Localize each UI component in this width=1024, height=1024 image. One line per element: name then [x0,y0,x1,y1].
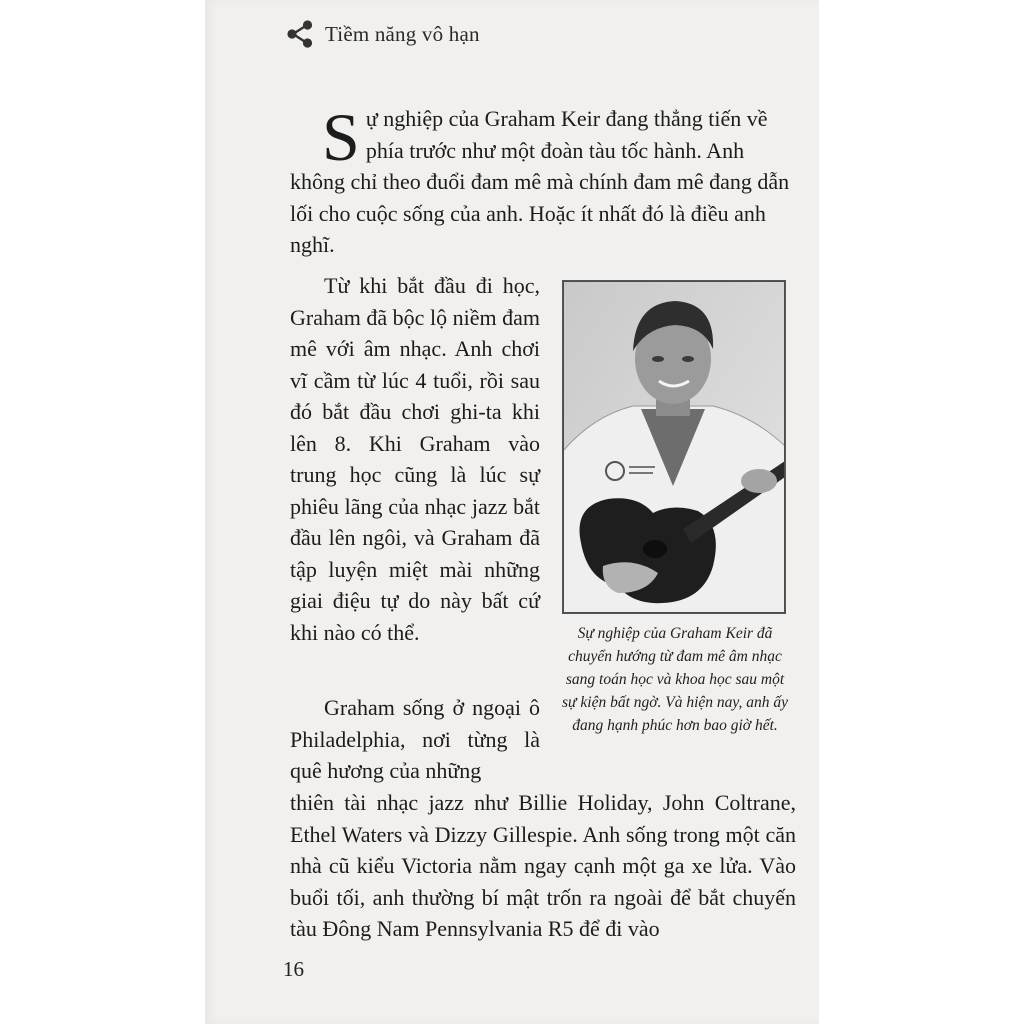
share-icon [285,19,315,49]
page-number: 16 [283,957,304,981]
guitarist-photo [562,280,786,614]
drop-cap: S [322,99,360,175]
running-title: Tiềm năng vô hạn [325,21,480,46]
paragraph-3: Graham sống ở ngoại ô Philadelphia, nơi từng là quê hương của những [290,695,540,783]
paragraph-1 [290,99,796,261]
paragraph-1-text: ự nghiệp của Graham Keir đang thẳng tiến về phía trước như một đoàn tàu tốc hành. Anh không chỉ theo đuổi đam mê mà chính đam mê đang dẫn lối cho cuộc sống của anh. Hoặc ít nhất đó là điều anh nghĩ. [290,106,790,257]
paragraph-3-continued: thiên tài nhạc jazz như Billie Holiday, John Coltrane, Ethel Waters và Dizzy Gillespie. Anh sống trong một căn nhà cũ kiểu Victoria nằm ngay cạnh một ga xe lửa. Vào buổi tối, anh thường bí mật trốn ra ngoài để bắt chuyến tàu Đông Nam Pennsylvania R5 để đi vào [290,790,796,941]
photo-caption: Sự nghiệp của Graham Keir đã chuyển hướng từ đam mê âm nhạc sang toán học và khoa học sau một sự kiện bất ngờ. Và hiện nay, anh ấy đang hạnh phúc hơn bao giờ hết. [562,625,788,734]
paragraph-2: Từ khi bắt đầu đi học, Graham đã bộc lộ niềm đam mê với âm nhạc. Anh chơi vĩ cầm từ lúc 4 tuổi, rồi sau đó bắt đầu chơi ghi-ta khi lên 8. Khi Graham vào trung học cũng là lúc sự phiêu lãng của nhạc jazz bắt đầu lên ngôi, và Graham đã tập luyện miệt mài những giai điệu tự do này bất cứ khi nào có thể. [290,273,540,645]
running-header [285,14,480,54]
